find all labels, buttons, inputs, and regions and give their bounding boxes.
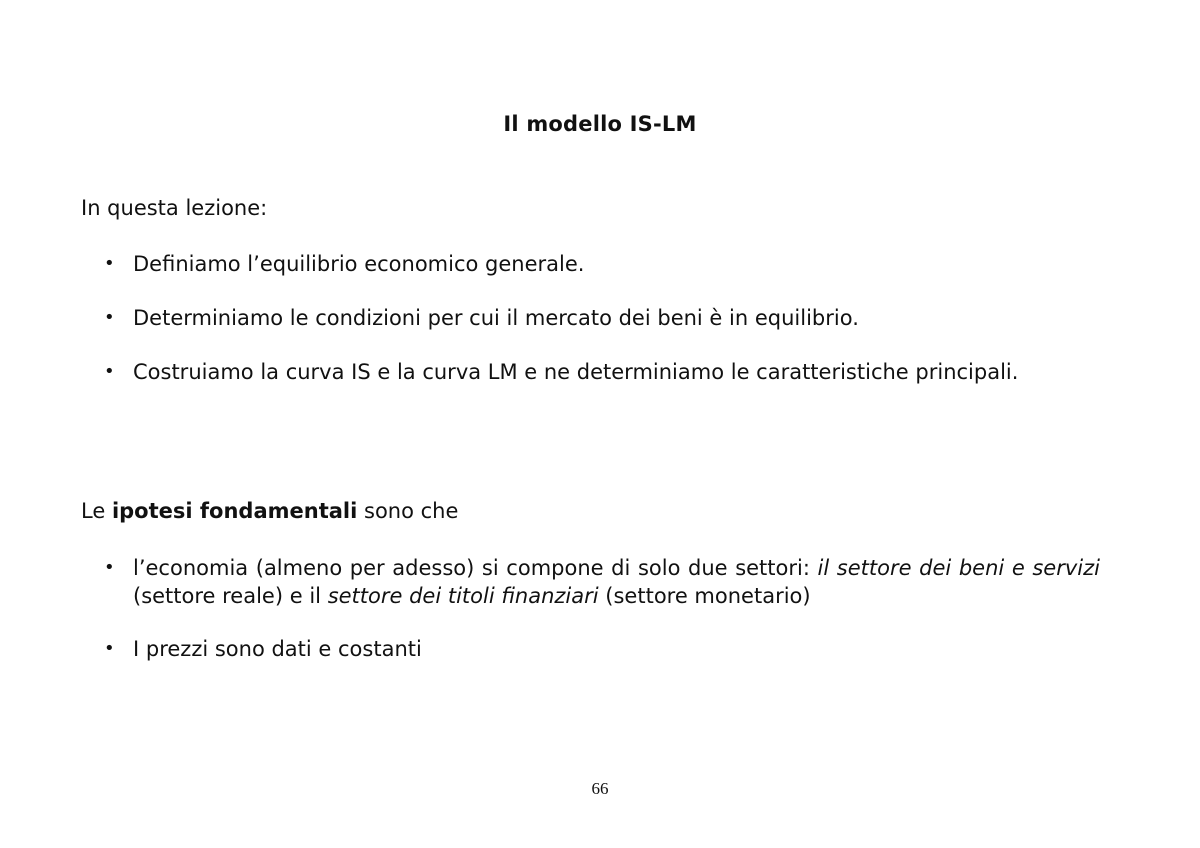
hypotheses-tail: sono che [364, 499, 459, 523]
intro-text: In questa lezione: [81, 196, 268, 220]
bullet-icon: • [104, 557, 115, 578]
page-title: Il modello IS-LM [503, 112, 697, 136]
bullet-icon: • [104, 253, 115, 274]
list-item-text: Costruiamo la curva IS e la curva LM e ne determiniamo le caratteristiche principali. [133, 360, 1019, 384]
hypothesis-text: I prezzi sono dati e costanti [133, 637, 422, 661]
hypotheses-lead: Le [81, 499, 106, 523]
list-item-text: Determiniamo le condizioni per cui il mercato dei beni è in equilibrio. [133, 306, 859, 330]
list-item [104, 554, 1100, 610]
lesson-points-list [104, 250, 1100, 412]
hypothesis-italic-financial-sector: settore dei titoli finanziari [327, 584, 599, 608]
list-item [104, 635, 1100, 663]
hypotheses-list [104, 554, 1100, 688]
hypothesis-italic-goods-sector: il settore dei beni e servizi [817, 556, 1100, 580]
hypotheses-bold: ipotesi fondamentali [111, 499, 358, 523]
bullet-icon: • [104, 361, 115, 382]
list-item [104, 304, 1100, 332]
list-item [104, 358, 1100, 386]
hypothesis-text-part2: (settore reale) e il [133, 584, 321, 608]
list-item [104, 250, 1100, 278]
page-number: 66 [591, 779, 609, 798]
bullet-icon: • [104, 307, 115, 328]
bullet-icon: • [104, 638, 115, 659]
hypothesis-text-part1: l’economia (almeno per adesso) si compone di solo due settori: [133, 556, 810, 580]
hypothesis-text-part3: (settore monetario) [605, 584, 811, 608]
list-item-text: Definiamo l’equilibrio economico generale. [133, 252, 585, 276]
hypotheses-heading [81, 499, 458, 523]
